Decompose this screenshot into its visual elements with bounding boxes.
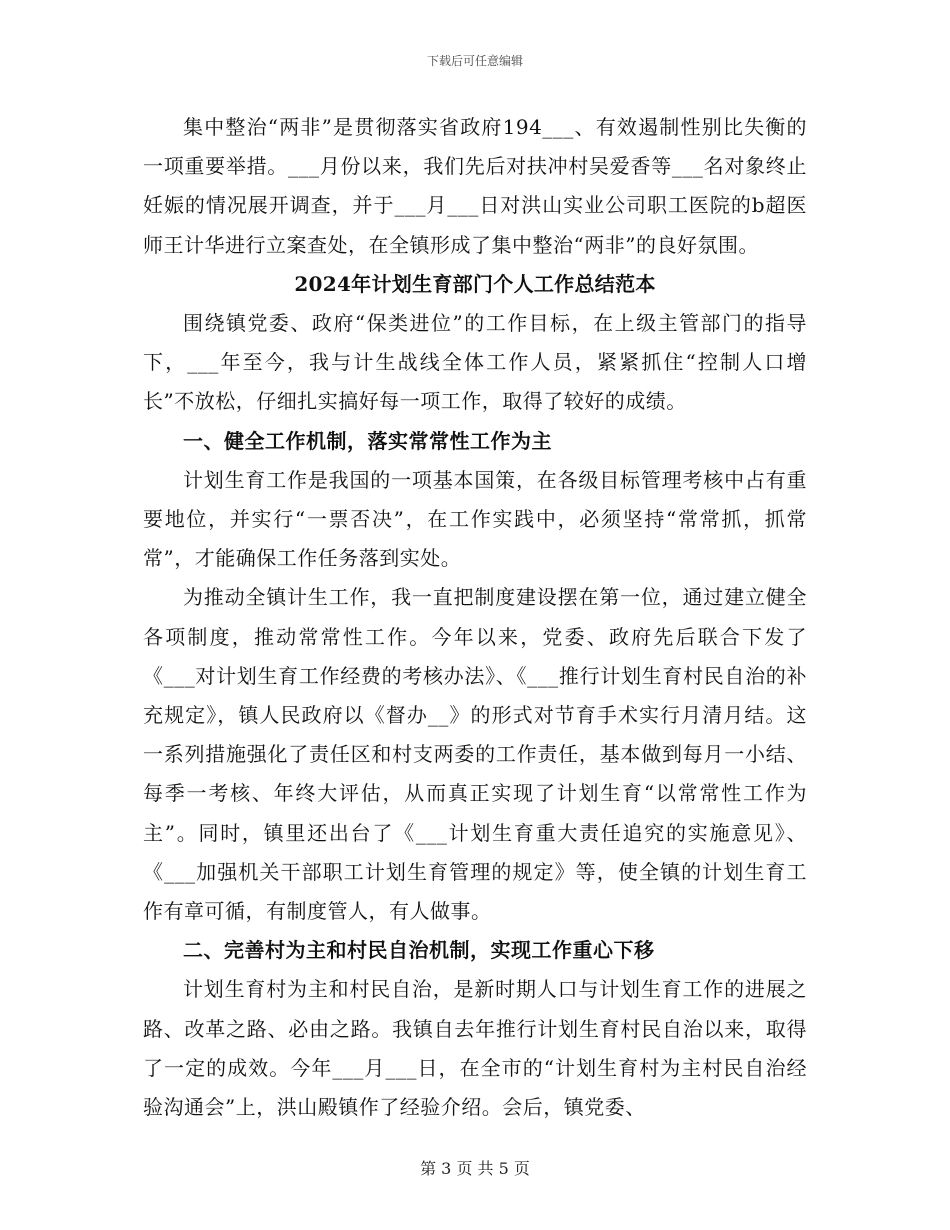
paragraph-1: 围绕镇党委、政府“保类进位”的工作目标，在上级主管部门的指导下，___年至今，我与计生战线全体工作人员，紧紧抓住“控制人口增长”不放松，仔细扎实搞好每一项工作，取得了较好的成绩。 <box>143 311 807 414</box>
paragraph-3: 为推动全镇计生工作，我一直把制度建设摆在第一位，通过建立健全各项制度，推动常常性工作。今年以来，党委、政府先后联合下发了《___对计划生育工作经费的考核办法》、《___推行计划生育村民自治的补充规定》，镇人民政府以《督办__》的形式对节育手术实行月清月结。这一系列措施强化了责任区和村支两委的工作责任，基本做到每月一小结、每季一考核、年终大评估，从而真正实现了计划生育“以常常性工作为主”。同时，镇里还出台了《___计划生育重大责任追究的实施意见》、《___加强机关干部职工计划生育管理的规定》等，使全镇的计划生育工作有章可循，有制度管人，有人做事。 <box>143 585 807 924</box>
paragraph-4: 计划生育村为主和村民自治，是新时期人口与计划生育工作的进展之路、改革之路、必由之路。我镇自去年推行计划生育村民自治以来，取得了一定的成效。今年___月___日，在全市的“计划生育村为主村民自治经验沟通会”上，洪山殿镇作了经验介绍。会后，镇党委、 <box>143 977 807 1120</box>
page-header-note: 下载后可任意编辑 <box>426 54 523 68</box>
section-heading-2: 二、完善村为主和村民自治机制，实现工作重心下移 <box>183 938 655 963</box>
intro-paragraph: 集中整治“两非”是贯彻落实省政府194___、有效遏制性别比失衡的一项重要举措。___月份以来，我们先后对扶冲村吴爱香等___名对象终止妊娠的情况展开调查，并于___月___日对洪山实业公司职工医院的b超医师王计华进行立案查处，在全镇形成了集中整治“两非”的良好氛围。 <box>143 115 807 257</box>
section-heading-1: 一、健全工作机制，落实常常性工作为主 <box>183 428 552 453</box>
paragraph-2: 计划生育工作是我国的一项基本国策，在各级目标管理考核中占有重要地位，并实行“一票否决”，在工作实践中，必须坚持“常常抓，抓常常”，才能确保工作任务落到实处。 <box>143 467 807 571</box>
page-number: 第 3 页 共 5 页 <box>420 1159 530 1178</box>
document-body <box>143 108 807 1127</box>
document-title: 2024年计划生育部门个人工作总结范本 <box>294 271 656 296</box>
